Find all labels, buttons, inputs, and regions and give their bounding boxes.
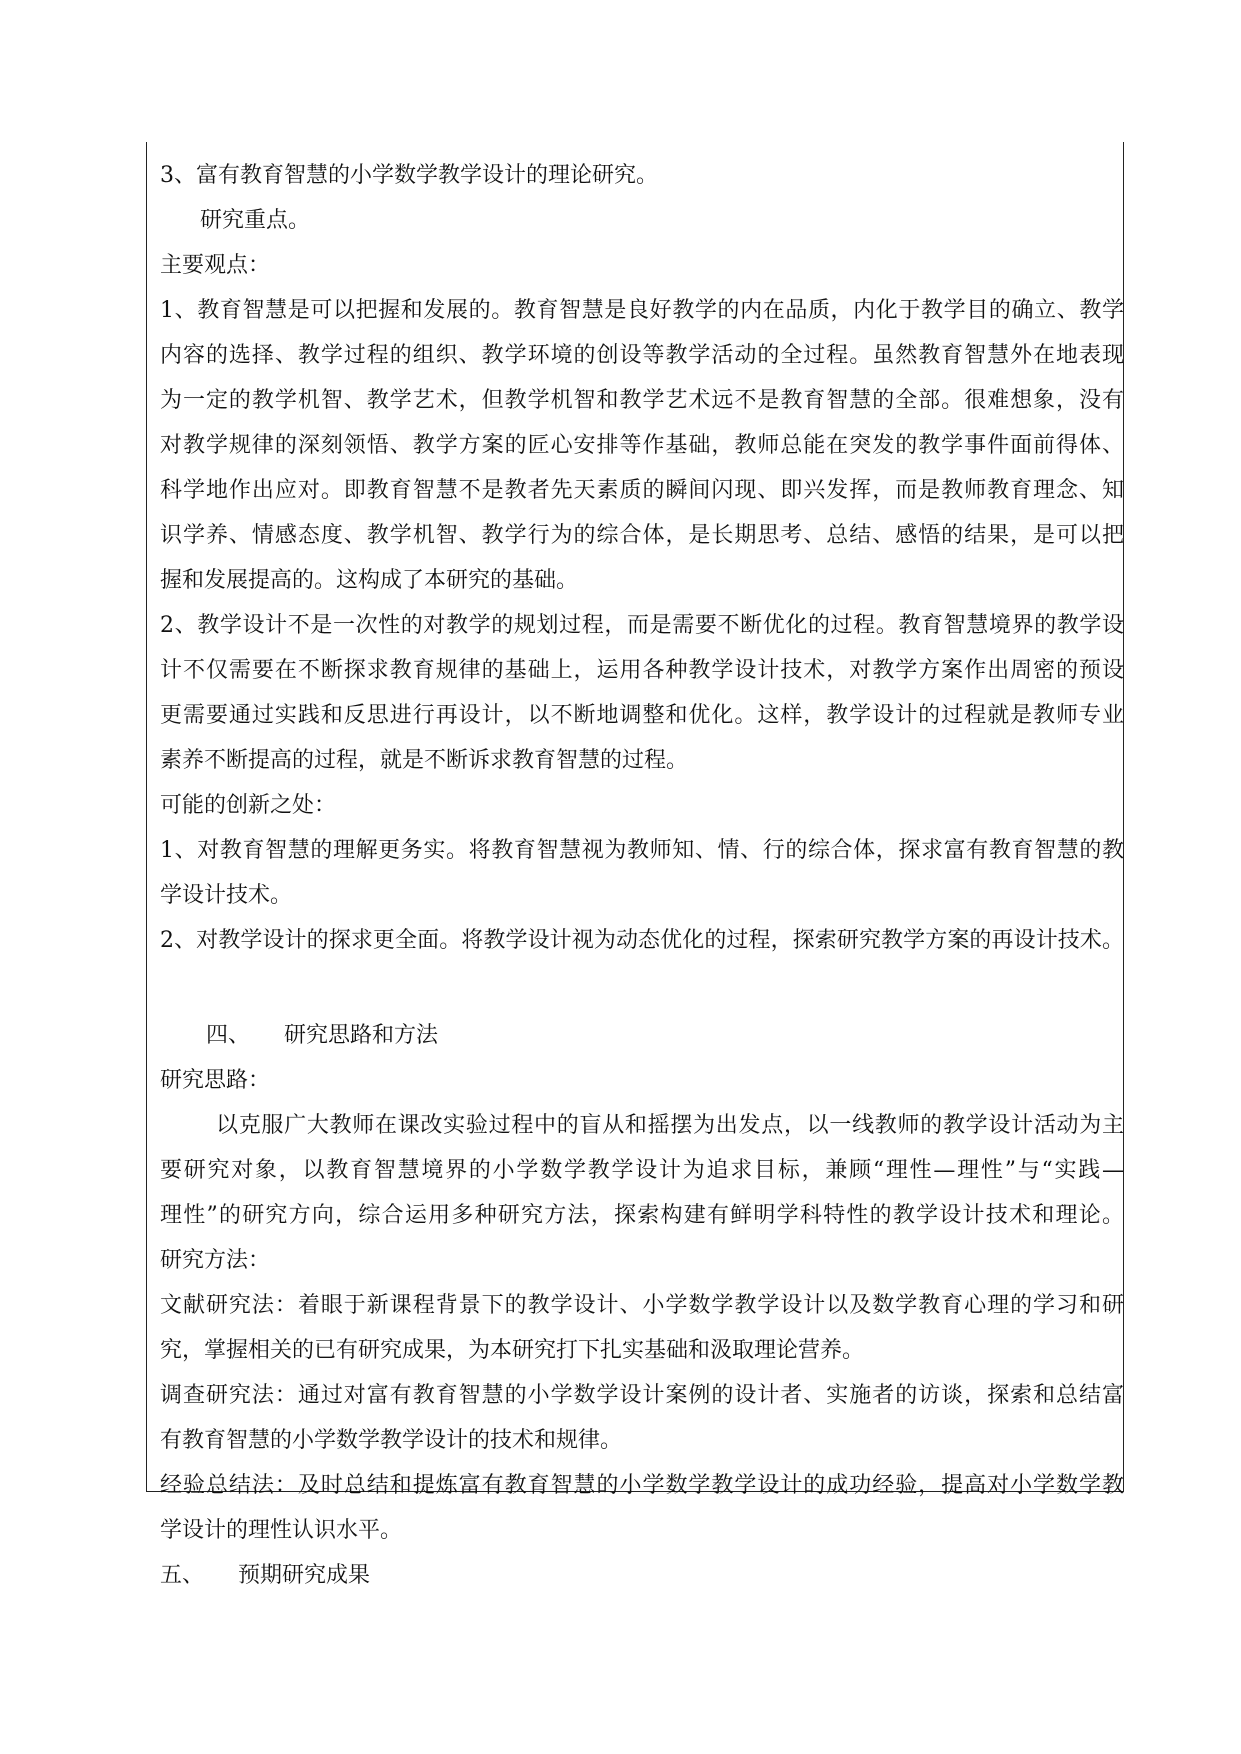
text-line: 识学养、情感态度、教学机智、教学行为的综合体，是长期思考、总结、感悟的结果，是可以把	[160, 523, 1124, 548]
text-line: 要研究对象，以教育智慧境界的小学数学教学设计为追求目标，兼顾“理性—理性”与“实践—	[160, 1158, 1124, 1183]
text-line: 1、对教育智慧的理解更务实。将教育智慧视为教师知、情、行的综合体，探求富有教育智慧的教	[160, 838, 1124, 863]
text-line: 握和发展提高的。这构成了本研究的基础。	[160, 568, 579, 593]
text-line: 学设计技术。	[160, 883, 293, 908]
section-heading: 预期研究成果	[238, 1563, 371, 1588]
text-line: 研究思路：	[160, 1068, 271, 1093]
text-line: 2、对教学设计的探求更全面。将教学设计视为动态优化的过程，探索研究教学方案的再设计技术。	[160, 928, 1124, 953]
section-heading: 研究思路和方法	[284, 1023, 439, 1048]
text-line: 主要观点：	[160, 253, 271, 278]
text-line: 对教学规律的深刻领悟、教学方案的匠心安排等作基础，教师总能在突发的教学事件面前得体、	[160, 433, 1124, 458]
text-line: 有教育智慧的小学数学教学设计的技术和规律。	[160, 1428, 623, 1453]
text-line: 更需要通过实践和反思进行再设计，以不断地调整和优化。这样，教学设计的过程就是教师专业	[160, 703, 1124, 728]
text-line: 为一定的教学机智、教学艺术，但教学机智和教学艺术远不是教育智慧的全部。很难想象，没有	[160, 388, 1124, 413]
text-line: 素养不断提高的过程，就是不断诉求教育智慧的过程。	[160, 748, 689, 773]
section-number: 五、	[160, 1563, 205, 1588]
text-line: 究，掌握相关的已有研究成果，为本研究打下扎实基础和汲取理论营养。	[160, 1338, 865, 1363]
text-line: 调查研究法：通过对富有教育智慧的小学数学设计案例的设计者、实施者的访谈，探索和总结富	[160, 1383, 1124, 1408]
text-line: 理性”的研究方向，综合运用多种研究方法，探索构建有鲜明学科特性的教学设计技术和理论。	[160, 1203, 1124, 1228]
text-line: 1、教育智慧是可以把握和发展的。教育智慧是良好教学的内在品质，内化于教学目的确立、教学	[160, 298, 1124, 323]
text-line: 内容的选择、教学过程的组织、教学环境的创设等教学活动的全过程。虽然教育智慧外在地表现	[160, 343, 1124, 368]
text-line: 经验总结法：及时总结和提炼富有教育智慧的小学数学教学设计的成功经验，提高对小学数学教	[160, 1473, 1124, 1498]
text-line: 可能的创新之处：	[160, 793, 337, 818]
text-line: 以克服广大教师在课改实验过程中的盲从和摇摆为出发点，以一线教师的教学设计活动为主	[216, 1113, 1124, 1138]
section-number: 四、	[206, 1023, 251, 1048]
text-line: 计不仅需要在不断探求教育规律的基础上，运用各种教学设计技术，对教学方案作出周密的预设	[160, 658, 1124, 683]
text-line: 2、教学设计不是一次性的对教学的规划过程，而是需要不断优化的过程。教育智慧境界的教学设	[160, 613, 1124, 638]
text-line: 文献研究法：着眼于新课程背景下的教学设计、小学数学教学设计以及数学教育心理的学习和研	[160, 1293, 1124, 1318]
text-line: 科学地作出应对。即教育智慧不是教者先天素质的瞬间闪现、即兴发挥，而是教师教育理念、知	[160, 478, 1124, 503]
text-line: 研究方法：	[160, 1248, 271, 1273]
text-line: 学设计的理性认识水平。	[160, 1518, 403, 1543]
text-line: 研究重点。	[200, 208, 311, 233]
text-line: 3、富有教育智慧的小学数学教学设计的理论研究。	[160, 163, 658, 188]
